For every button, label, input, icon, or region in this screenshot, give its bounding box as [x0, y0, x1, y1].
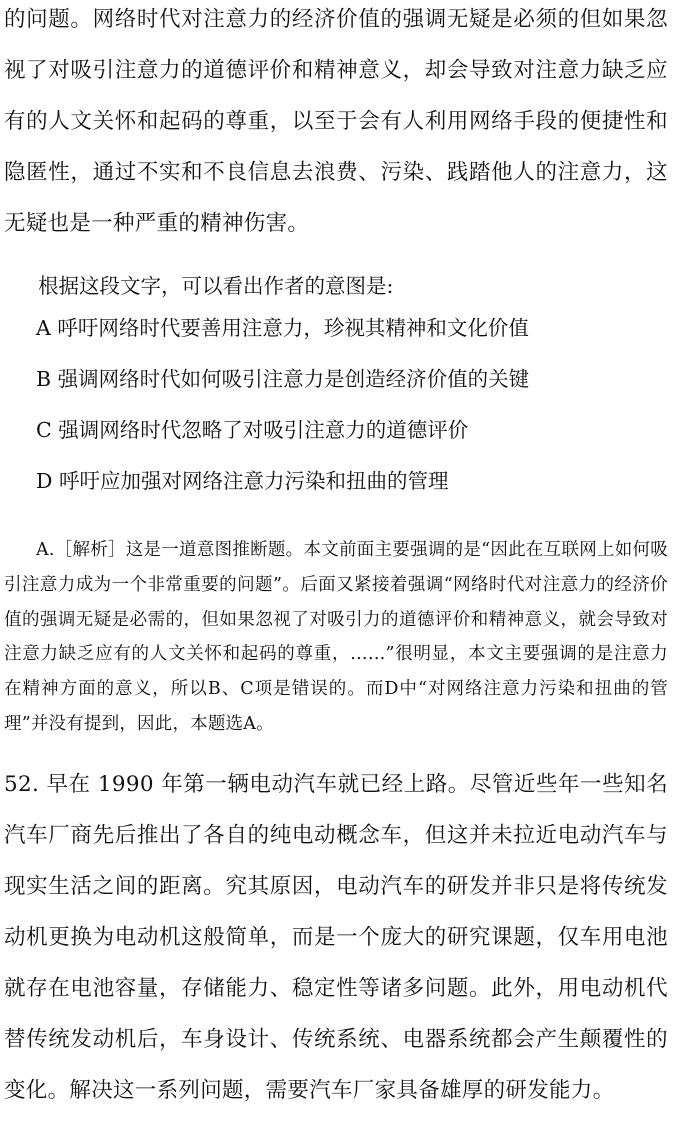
option-a: A 呼吁网络时代要善用注意力，珍视其精神和文化价值: [36, 316, 529, 340]
option-d: D 呼吁应加强对网络注意力污染和扭曲的管理: [36, 469, 449, 493]
answer-analysis: A.［解析］这是一道意图推断题。本文前面主要强调的是“因此在互联网上如何吸引注意力成为一个非常重要的问题”。后面又紧接着强调“网络时代对注意力的经济价值的强调无疑是必需的，但如果忽视了对吸引力的道德评价和精神意义，就会导致对注意力缺乏应有的人文关怀和起码的尊重，……”很明显，本文主要强调的是注意力在精神方面的意义，所以B、C项是错误的。而D中“对网络注意力污染和扭曲的管理”并没有提到，因此，本题选A。: [4, 540, 668, 734]
intro-paragraph: 的问题。网络时代对注意力的经济价值的强调无疑是必须的但如果忽视了对吸引注意力的道德评价和精神意义，却会导致对注意力缺乏应有的人文关怀和起码的尊重，以至于会有人利用网络手段的便捷性和隐匿性，通过不实和不良信息去浪费、污染、践踏他人的注意力，这无疑也是一种严重的精神伤害。: [4, 7, 668, 236]
option-b: B 强调网络时代如何吸引注意力是创造经济价值的关键: [36, 367, 530, 391]
option-list: [36, 303, 529, 507]
option-c: C 强调网络时代忽略了对吸引注意力的道德评价: [36, 418, 469, 442]
question-52-paragraph: 52. 早在 1990 年第一辆电动汽车就已经上路。尽管近些年一些知名汽车厂商先后推出了各自的纯电动概念车，但这并未拉近电动汽车与现实生活之间的距离。究其原因，电动汽车的研发并非只是将传统发动机更换为电动机这般简单，而是一个庞大的研究课题，仅车用电池就存在电池容量，存储能力、稳定性等诸多问题。此外，用电动机代替传统发动机后，车身设计、传统系统、电器系统都会产生颠覆性的变化。解决这一系列问题，需要汽车厂家具备雄厚的研发能力。: [4, 772, 668, 1103]
question-prompt: 根据这段文字，可以看出作者的意图是:: [38, 274, 394, 298]
